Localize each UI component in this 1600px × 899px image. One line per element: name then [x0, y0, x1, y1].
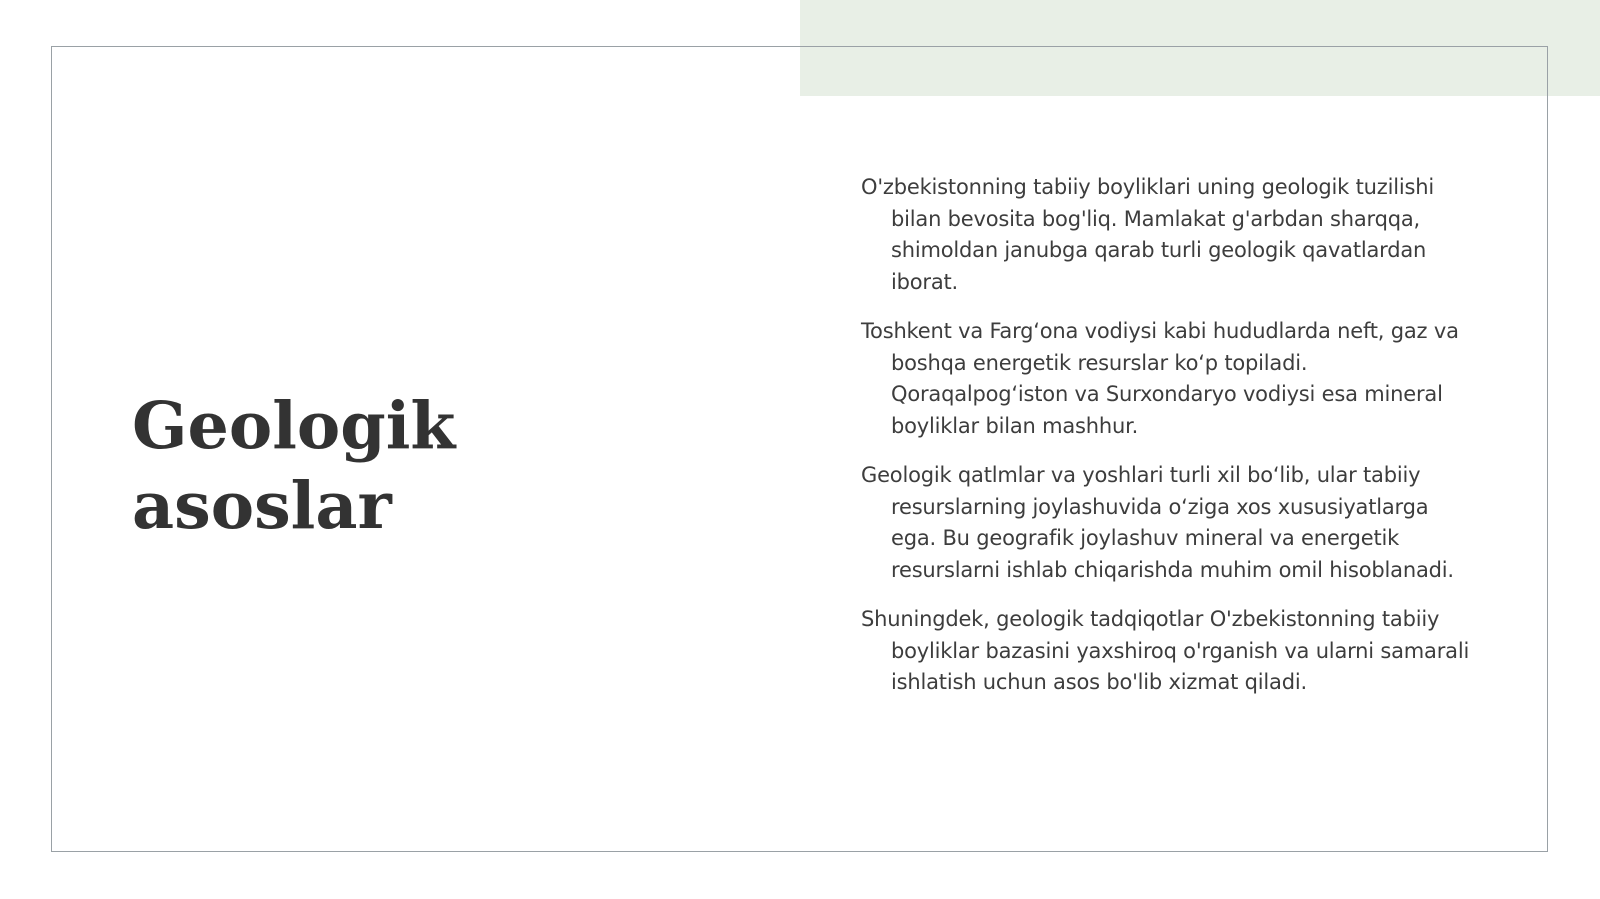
slide-title-line-2: asoslar [132, 468, 392, 544]
body-paragraph-4: Shuningdek, geologik tadqiqotlar O'zbekistonning tabiiy boyliklar bazasini yaxshiroq o'rganish va ularni samarali ishlatish uchun asos bo'lib xizmat qiladi. [861, 607, 1470, 694]
slide-title-line-1: Geologik [132, 388, 456, 464]
slide-title [132, 386, 692, 546]
body-paragraph-1: O'zbekistonning tabiiy boyliklari uning geologik tuzilishi bilan bevosita bog'liq. Mamlakat g'arbdan sharqqa, shimoldan janubga qarab turli geologik qavatlardan iborat. [861, 175, 1434, 294]
body-paragraph-3: Geologik qatlmlar va yoshlari turli xil bo‘lib, ular tabiiy resurslarning joylashuvida o‘ziga xos xususiyatlarga ega. Bu geografik joylashuv mineral va energetik resurslarni ishlab chiqarishda muhim omil hisoblanadi. [861, 463, 1454, 582]
body-paragraph-2: Toshkent va Farg‘ona vodiysi kabi hududlarda neft, gaz va boshqa energetik resurslar ko‘p topiladi. Qoraqalpog‘iston va Surxondaryo vodiysi esa mineral boyliklar bilan mashhur. [861, 319, 1459, 438]
slide-body [861, 172, 1471, 717]
